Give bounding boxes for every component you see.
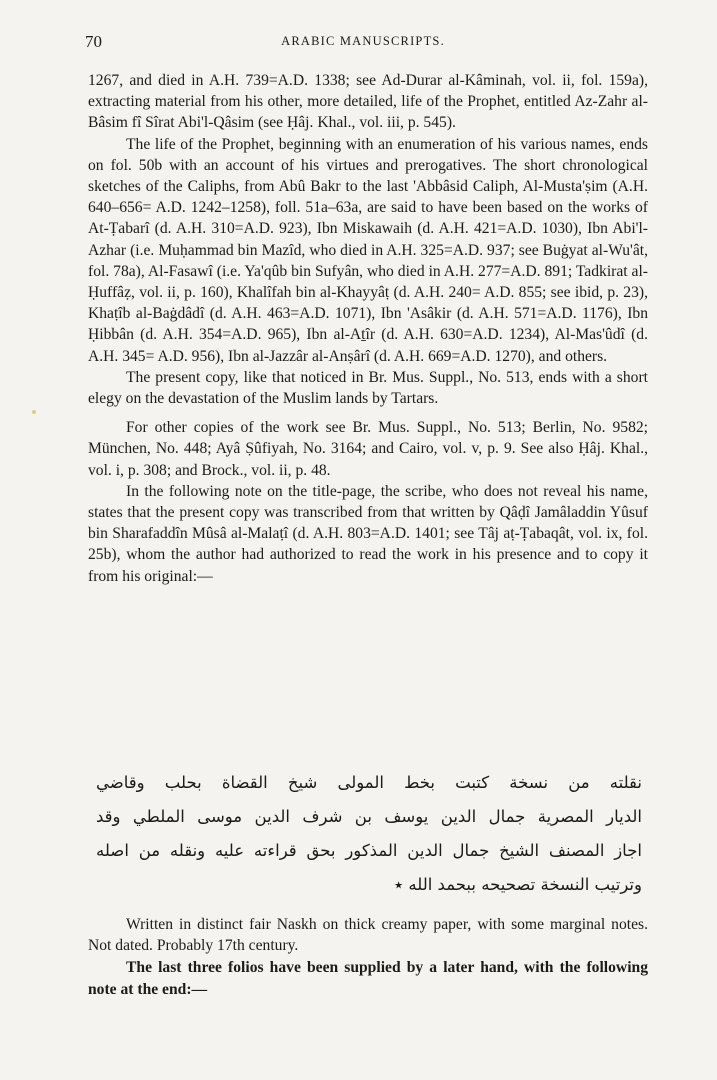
paragraph-later-hand: The last three folios have been supplied by a later hand, with the following note at the end:— xyxy=(88,959,648,998)
arabic-line: الديار المصرية جمال الدين يوسف بن شرف الدين موسى الملطي وقد xyxy=(96,807,642,826)
arabic-line: اجاز المصنف الشيخ جمال الدين المذكور بحق قراءته عليه ونقله من اصله xyxy=(96,841,642,860)
description-text xyxy=(88,914,648,1000)
arabic-line: وترتيب النسخة تصحيحه ببحمد الله ٭ xyxy=(394,875,642,894)
page-number: 70 xyxy=(85,32,102,51)
page-header xyxy=(85,32,641,54)
paragraph-description: Written in distinct fair Naskh on thick creamy paper, with some marginal notes. Not dated. Probably 17th century. xyxy=(88,916,648,955)
paragraph-present-copy: The present copy, like that noticed in Br. Mus. Suppl., No. 513, ends with a short elegy on the devastation of the Muslim lands by Tartars. xyxy=(88,368,648,408)
body-text xyxy=(88,70,648,587)
arabic-quotation xyxy=(96,766,642,902)
paragraph-life-of-prophet: The life of the Prophet, beginning with an enumeration of his various names, ends on fol. 50b with an account of his virtues and prerogatives. The short chronological sketches of the Caliphs, from Abû Bakr to the last 'Abbâsid Caliph, Al-Musta'ṣim (A.H. 640–656= A.D. 1242–1258), foll. 51a–63a, are said to have been based on the works of At-Ṭabarî (d. A.H. 310=A.D. 923), Ibn Miskawaih (d. A.H. 421=A.D. 1030), Ibn Abi'l-Azhar (i.e. Muḥammad bin Mazîd, who died in A.H. 325=A.D. 937; see Buġyat al-Wu'ât, fol. 78a), Al-Fasawî (i.e. Ya'qûb bin Sufyân, who died in A.H. 277=A.D. 891; Tadkirat al-Ḥuffâẓ, vol. ii, p. 160), Khalîfah bin al-Khayyâṭ (d. A.H. 240= A.D. 855; see ibid, p. 23), Khaṭîb al-Baġdâdî (d. A.H. 463=A.D. 1071), Ibn 'Asâkir (d. A.H. 571=A.D. 1176), Ibn Ḥibbân (d. A.H. 354=A.D. 965), Ibn al-Aṯîr (d. A.H. 630=A.D. 1234), Al-Mas'ûdî (d. A.H. 345= A.D. 956), Ibn al-Jazzâr al-Anṣârî (d. A.H. 669=A.D. 1270), and others. xyxy=(88,135,648,365)
paragraph-continuation: 1267, and died in A.H. 739=A.D. 1338; see Ad-Durar al-Kâminah, vol. ii, fol. 159a), extracting material from his other, more detailed, life of the Prophet, entitled Az-Zahr al-Bâsim fî Sîrat Abi'l-Qâsim (see Ḥâj. Khal., vol. iii, p. 545). xyxy=(88,72,648,132)
arabic-line: نقلته من نسخة كتبت بخط المولى شيخ القضاة بحلب وقاضي xyxy=(96,773,642,792)
paragraph-title-page-note: In the following note on the title-page, the scribe, who does not reveal his name, states that the present copy was transcribed from that written by Qâḍî Jamâladdin Yûsuf bin Sharafaddîn Mûsâ al-Malaṭî (d. A.H. 803=A.D. 1401; see Tâj aṭ-Ṭabaqât, vol. ix, fol. 25b), whom the author had authorized to read the work in his presence and to copy it from his original:— xyxy=(88,482,648,585)
paper-speck xyxy=(32,410,36,414)
running-title: ARABIC MANUSCRIPTS. xyxy=(281,34,445,48)
paragraph-other-copies: For other copies of the work see Br. Mus. Suppl., No. 513; Berlin, No. 9582; München, No. 448; Ayâ Ṣûfiyah, No. 3164; and Cairo, vol. v, p. 9. See also Ḥâj. Khal., vol. i, p. 308; and Brock., vol. ii, p. 48. xyxy=(88,419,648,479)
